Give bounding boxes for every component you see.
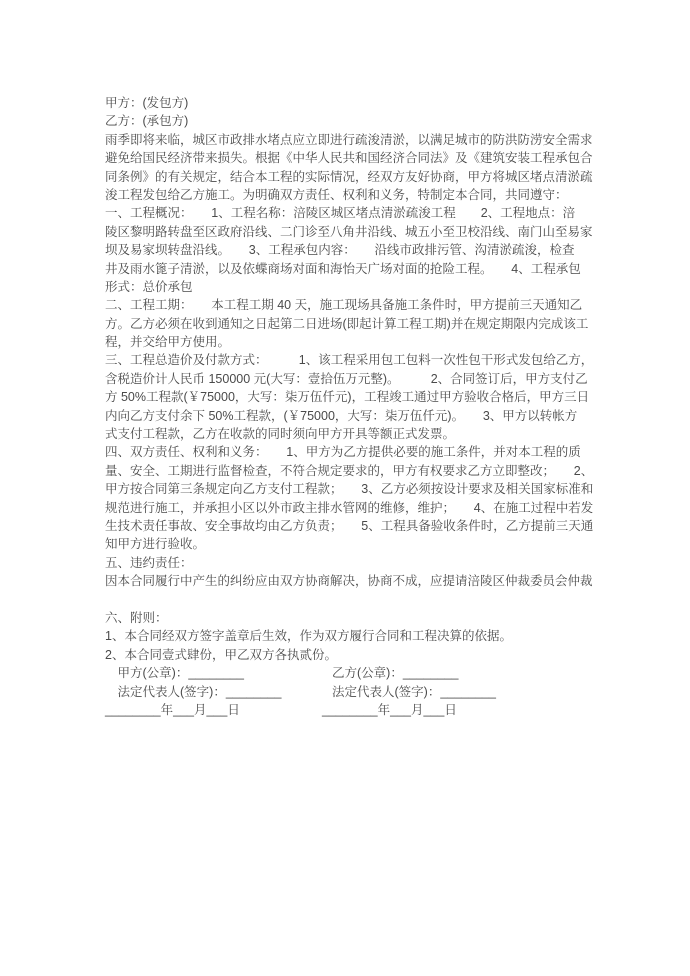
party-b-date-field: ________年___月___日 bbox=[322, 702, 457, 717]
section-responsibilities-line: 规范进行施工，并承担小区以外市政主排水管网的维修，维护； 4、在施工过程中若发 bbox=[105, 500, 594, 515]
party-b-line: 乙方：(承包方) bbox=[105, 114, 189, 129]
section-overview-line: 陵区黎明路转盘至区政府沿线、二门诊至八角井沿线、城五小至卫校沿线、南门山至易家 bbox=[105, 224, 593, 239]
party-a-date-field: ________年___月___日 bbox=[105, 702, 240, 717]
section-payment-line: 三、工程总造价及付款方式： 1、该工程采用包工包料一次性包干形式发包给乙方， bbox=[105, 353, 594, 368]
section-responsibilities-line: 量、安全、工期进行监督检查，不符合规定要求的，甲方有权要求乙方立即整改； 2、 bbox=[105, 463, 594, 478]
party-a-representative-field: 法定代表人(签字)：________ bbox=[105, 684, 282, 699]
party-b-stamp-field: 乙方(公章)：________ bbox=[332, 666, 459, 681]
section-duration-line: 程，并交给甲方使用。 bbox=[105, 335, 231, 350]
signature-stamp-row bbox=[105, 664, 645, 682]
section-payment-line: 含税造价计人民币 150000 元(大写：壹拾伍万元整)。 2、合同签订后，甲方支付乙 bbox=[105, 371, 588, 386]
section-breach-line: 因本合同履行中产生的纠纷应由双方协商解决，协商不成，应提请涪陵区仲裁委员会仲裁 bbox=[105, 574, 593, 589]
section-overview-line: 形式：总价承包 bbox=[105, 279, 193, 294]
section-payment-line: 式支付工程款，乙方在收款的同时须向甲方开具等额正式发票。 bbox=[105, 427, 456, 442]
section-payment-line: 内向乙方支付余下 50%工程款，(￥75000，大写：柒万伍仟元)。 3、甲方以转帐方 bbox=[105, 408, 578, 423]
signature-date-row bbox=[105, 701, 645, 719]
section-overview-line: 一、工程概况： 1、工程名称：涪陵区城区堵点清淤疏浚工程 2、工程地点：涪 bbox=[105, 206, 576, 221]
blank-line bbox=[105, 591, 645, 609]
section-breach-heading: 五、违约责任： bbox=[105, 555, 193, 570]
party-a-stamp-field: 甲方(公章)：________ bbox=[105, 666, 244, 681]
preamble-line: 浚工程发包给乙方施工。为明确双方责任、权利和义务，特制定本合同，共同遵守： bbox=[105, 187, 568, 202]
preamble-line: 同条例》的有关规定，结合本工程的实际情况，经双方友好协商，甲方将城区堵点清淤疏 bbox=[105, 169, 593, 184]
preamble-line: 雨季即将来临，城区市政排水堵点应立即进行疏浚清淤，以满足城市的防洪防涝安全需求 bbox=[105, 132, 593, 147]
section-responsibilities-line: 甲方按合同第三条规定向乙方支付工程款； 3、乙方必须按设计要求及相关国家标准和 bbox=[105, 482, 594, 497]
section-appendix-heading: 六、附则： bbox=[105, 610, 168, 625]
signature-representative-row bbox=[105, 683, 645, 701]
party-a-line: 甲方：(发包方) bbox=[105, 96, 189, 110]
section-responsibilities-line: 四、双方责任、权利和义务： 1、甲方为乙方提供必要的施工条件，并对本工程的质 bbox=[105, 445, 581, 460]
section-appendix-line: 2、本合同壹式肆份，甲乙双方各执贰份。 bbox=[105, 647, 337, 662]
section-responsibilities-line: 生技术责任事故、安全事故均由乙方负责； 5、工程具备验收条件时，乙方提前三天通 bbox=[105, 518, 594, 533]
section-overview-line: 坝及易家坝转盘沿线。 3、工程承包内容： 沿线市政排污管、沟清淤疏浚，检查 bbox=[105, 243, 575, 258]
section-duration-line: 二、工程工期： 本工程工期 40 天，施工现场具备施工条件时，甲方提前三天通知乙 bbox=[105, 298, 583, 313]
section-appendix-line: 1、本合同经双方签字盖章后生效，作为双方履行合同和工程决算的依据。 bbox=[105, 629, 512, 644]
party-b-representative-field: 法定代表人(签字)：________ bbox=[332, 684, 496, 699]
section-payment-line: 方 50%工程款(￥75000，大写：柒万伍仟元)，工程竣工通过甲方验收合格后，甲方三日 bbox=[105, 390, 590, 405]
preamble-line: 避免给国民经济带来损失。根据《中华人民共和国经济合同法》及《建筑安装工程承包合 bbox=[105, 151, 593, 166]
section-duration-line: 方。乙方必须在收到通知之日起第二日进场(即起计算工程工期)并在规定期限内完成该工 bbox=[105, 316, 589, 331]
section-responsibilities-line: 知甲方进行验收。 bbox=[105, 537, 206, 552]
document-body bbox=[105, 94, 645, 719]
section-overview-line: 井及雨水篦子清淤，以及依蝶商场对面和海怡天广场对面的抢险工程。 4、工程承包 bbox=[105, 261, 581, 276]
